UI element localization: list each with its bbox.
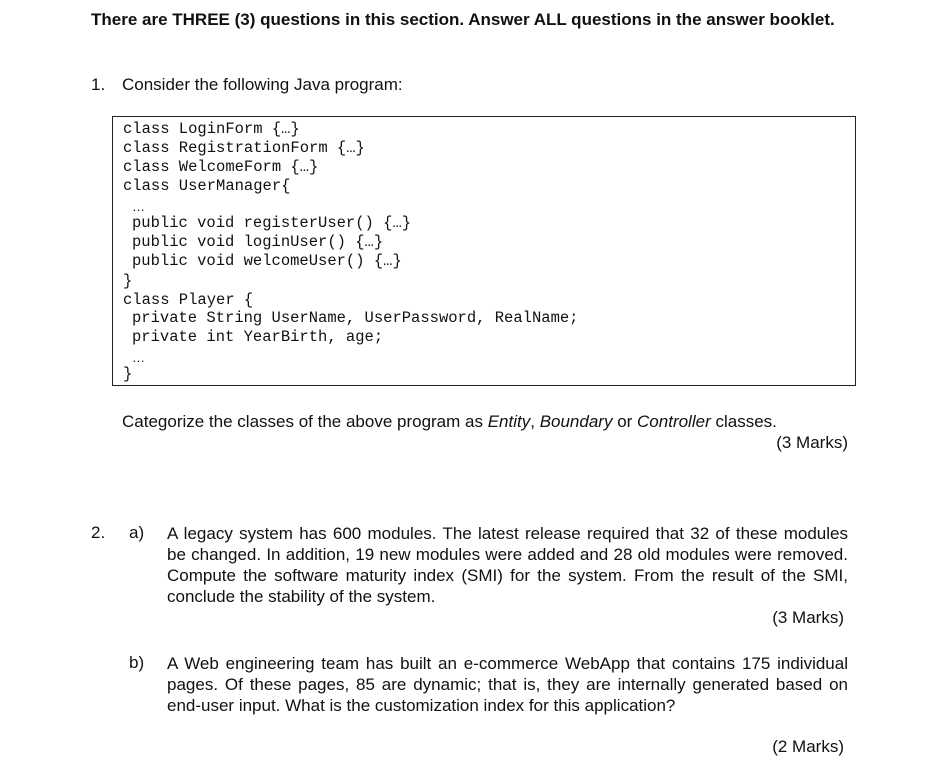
code-line: class LoginForm {…} [123,120,300,138]
question-2-number: 2. [91,523,106,542]
question-1-task [122,411,852,432]
question-2a-label: a) [129,523,145,542]
code-line: public void loginUser() {…} [132,233,384,251]
question-1-number: 1. [91,75,106,94]
question-2a-marks: (3 Marks) [772,608,844,627]
question-1-prompt: Consider the following Java program: [122,75,403,94]
code-line: class RegistrationForm {…} [123,139,365,157]
question-2a-text: A legacy system has 600 modules. The latest release required that 32 of these modules be changed. In addition, 19 new modules were added and 28 old modules were removed. Compute the software maturity index (SMI) for the system. From the result of the SMI, conclude the stability of the system. [167,524,848,606]
task-text: Categorize the classes of the above program as [122,412,488,431]
code-line-ellipsis: … [132,199,145,214]
code-line: class UserManager{ [123,177,291,195]
task-text: classes. [710,412,777,431]
term-entity: Entity [487,412,531,431]
code-line: class WelcomeForm {…} [123,158,319,176]
code-listing [112,116,856,386]
question-1-marks: (3 Marks) [776,433,848,452]
section-instructions: There are THREE (3) questions in this section. Answer ALL questions in the answer booklet. [91,10,835,29]
term-boundary: Boundary [539,412,613,431]
term-controller: Controller [637,412,711,431]
code-line: public void registerUser() {…} [132,214,412,232]
code-line: } [123,365,133,383]
code-line-ellipsis: … [132,350,145,365]
question-2b-text: A Web engineering team has built an e-commerce WebApp that contains 175 individual pages. Of these pages, 85 are dynamic; that is, they are internally generated based on end-user input. What is the customization index for this application? [167,654,848,715]
task-text: or [612,412,638,431]
code-line: private int YearBirth, age; [132,328,384,346]
question-2b-marks: (2 Marks) [772,737,844,756]
code-line: private String UserName, UserPassword, RealName; [132,309,579,327]
code-line: class Player { [123,291,254,309]
code-line: public void welcomeUser() {…} [132,252,402,270]
question-2b-label: b) [129,653,145,672]
code-line: } [123,272,133,290]
task-text: , [530,412,540,431]
